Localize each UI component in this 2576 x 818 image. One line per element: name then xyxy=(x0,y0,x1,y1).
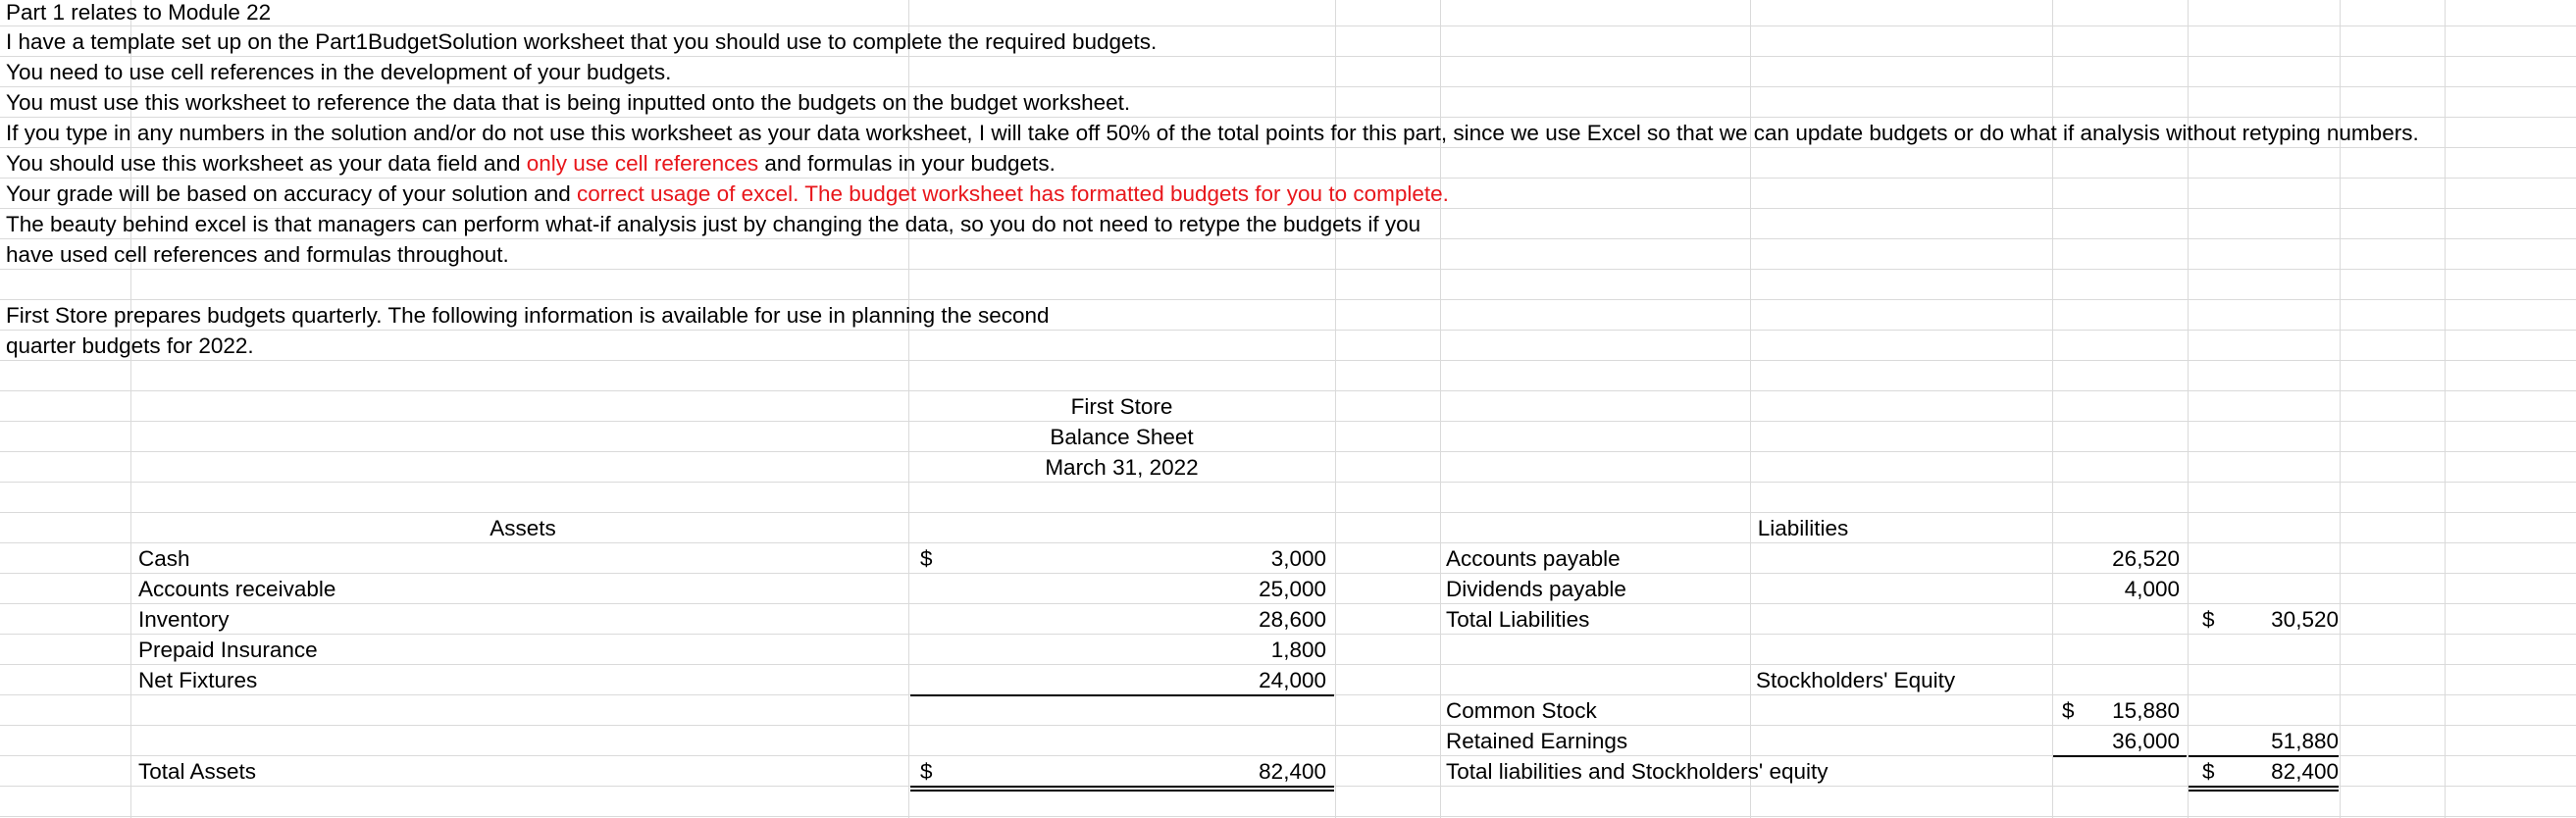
total-liab-equity-value[interactable]: 82,400 xyxy=(2271,759,2339,784)
note-cell-references[interactable]: You need to use cell references in the development of your budgets. xyxy=(6,60,672,84)
total-assets-dollar-sign[interactable]: $ xyxy=(920,759,933,784)
equity-label-retained-earnings[interactable]: Retained Earnings xyxy=(1446,729,1628,753)
asset-label-ar[interactable]: Accounts receivable xyxy=(138,577,336,601)
company-name[interactable]: First Store xyxy=(1070,394,1173,419)
note-data-field-text: You should use this worksheet as your data field and xyxy=(6,151,527,176)
note-what-if[interactable]: The beauty behind excel is that managers can perform what-if analysis just by changing the data, so you do not need to retype the budgets if you xyxy=(6,212,1421,236)
asset-label-prepaid[interactable]: Prepaid Insurance xyxy=(138,638,318,662)
subtotal-underline xyxy=(910,694,1334,696)
total-assets-value[interactable]: 82,400 xyxy=(1259,759,1326,784)
asset-dollar-sign[interactable]: $ xyxy=(920,546,933,571)
note-grading-emphasis: correct usage of excel. The budget worksheet has formatted budgets for you to complete. xyxy=(577,181,1449,206)
asset-value-inventory[interactable]: 28,600 xyxy=(1259,607,1326,632)
total-double-underline xyxy=(910,790,1334,792)
asset-value-fixtures[interactable]: 24,000 xyxy=(1259,668,1326,692)
liability-value-dividends[interactable]: 4,000 xyxy=(2124,577,2180,601)
gridline xyxy=(0,360,2576,361)
note-first-store-cont[interactable]: quarter budgets for 2022. xyxy=(6,333,254,358)
statement-title[interactable]: Balance Sheet xyxy=(1050,425,1194,449)
total-liab-equity-label[interactable]: Total liabilities and Stockholders' equity xyxy=(1446,759,1829,784)
total-equity-value[interactable]: 51,880 xyxy=(2271,729,2339,753)
asset-value-cash[interactable]: 3,000 xyxy=(1270,546,1326,571)
note-first-store[interactable]: First Store prepares budgets quarterly. The following information is available for use in planning the second xyxy=(6,303,1050,328)
gridline xyxy=(0,390,2576,391)
note-data-field[interactable] xyxy=(6,149,1056,179)
total-double-underline xyxy=(2189,786,2339,788)
equity-value-common-stock[interactable]: 15,880 xyxy=(2112,698,2180,723)
equity-label-common-stock[interactable]: Common Stock xyxy=(1446,698,1597,723)
statement-date[interactable]: March 31, 2022 xyxy=(1045,455,1199,480)
note-data-field-emphasis: only use cell references xyxy=(526,151,759,176)
liability-label-ap[interactable]: Accounts payable xyxy=(1446,546,1621,571)
note-what-if-cont[interactable]: have used cell references and formulas throughout. xyxy=(6,242,509,267)
total-liab-equity-dollar-sign[interactable]: $ xyxy=(2202,759,2215,784)
liability-value-ap[interactable]: 26,520 xyxy=(2112,546,2180,571)
equity-dollar-sign[interactable]: $ xyxy=(2062,698,2075,723)
total-assets-label[interactable]: Total Assets xyxy=(138,759,257,784)
total-liabilities-label[interactable]: Total Liabilities xyxy=(1446,607,1590,632)
asset-label-inventory[interactable]: Inventory xyxy=(138,607,230,632)
note-data-field-text-end: and formulas in your budgets. xyxy=(758,151,1056,176)
liabilities-header[interactable]: Liabilities xyxy=(1757,516,1849,540)
total-liabilities-value[interactable]: 30,520 xyxy=(2271,607,2339,632)
total-liabilities-dollar-sign[interactable]: $ xyxy=(2202,607,2215,632)
asset-label-cash[interactable]: Cash xyxy=(138,546,190,571)
gridline xyxy=(0,816,2576,817)
equity-subtotal-underline xyxy=(2053,755,2187,757)
asset-label-fixtures[interactable]: Net Fixtures xyxy=(138,668,258,692)
gridline xyxy=(0,725,2576,726)
note-penalty[interactable]: If you type in any numbers in the solution and/or do not use this worksheet as your data worksheet, I will take off 50% of the total points for this part, since we use Excel so that we can update budgets or do what if analysis without retyping numbers. xyxy=(6,121,2419,145)
note-module[interactable]: Part 1 relates to Module 22 xyxy=(6,0,272,25)
note-grading[interactable] xyxy=(6,179,1449,209)
total-double-underline xyxy=(910,786,1334,788)
total-double-underline xyxy=(2189,790,2339,792)
equity-value-retained-earnings[interactable]: 36,000 xyxy=(2112,729,2180,753)
equity-header[interactable]: Stockholders' Equity xyxy=(1756,668,1956,692)
asset-value-ar[interactable]: 25,000 xyxy=(1259,577,1326,601)
liability-label-dividends[interactable]: Dividends payable xyxy=(1446,577,1626,601)
note-reference-data[interactable]: You must use this worksheet to reference the data that is being inputted onto the budgets on the budget worksheet. xyxy=(6,90,1131,115)
asset-value-prepaid[interactable]: 1,800 xyxy=(1270,638,1326,662)
note-grading-text: Your grade will be based on accuracy of your solution and xyxy=(6,181,578,206)
assets-header[interactable]: Assets xyxy=(489,516,556,540)
note-template[interactable]: I have a template set up on the Part1BudgetSolution worksheet that you should use to complete the required budgets. xyxy=(6,29,1158,54)
gridline xyxy=(0,512,2576,513)
gridline xyxy=(0,299,2576,300)
